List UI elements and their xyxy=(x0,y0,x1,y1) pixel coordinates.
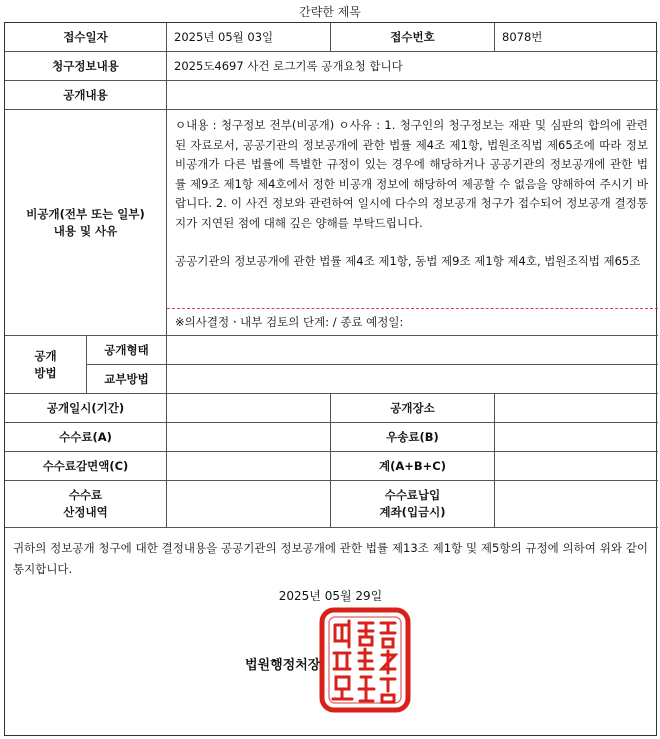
fee-label: 수수료(A) xyxy=(5,423,167,452)
method-label-line2: 방법 xyxy=(34,365,57,380)
nondisclosure-reason-text: ㅇ내용 : 청구정보 전부(비공개) ㅇ사유 : 1. 청구인의 청구정보는 재판 및 심판의 합의에 관련된 자료로서, 공공기관의 정보공개에 관한 법률 제4조 제1항, 법원조직법 제65조에 따라 정보 비공개가 다른 법률에 특별한 규정이 있는 경우에 해당하거나 공공기관의 정보공개에 관한 법률 제9조 제1항 제4호에서 정한 비공개 정보에 해당하여 제공할 수 없음을 양해하여 주시기 바랍니다. 2. 이 사건 정보와 관련하여 일시에 다수의 정보공개 청구가 접수되어 정보공개 결정통지가 지연된 점에 대해 깊은 양해를 부탁드립니다. xyxy=(175,118,648,230)
official-seal-icon xyxy=(319,607,411,713)
disclosure-place-value xyxy=(495,394,658,423)
request-content-label: 청구정보내용 xyxy=(5,52,167,81)
delivery-method-value xyxy=(167,365,658,394)
postage-label: 우송료(B) xyxy=(331,423,495,452)
fee-reduction-label: 수수료감면액(C) xyxy=(5,452,167,481)
disclosure-content-label: 공개내용 xyxy=(5,81,167,110)
receipt-date-label: 접수일자 xyxy=(5,23,167,52)
nondisclosure-reason xyxy=(167,110,658,309)
fee-reduction-value xyxy=(167,452,331,481)
postage-value xyxy=(495,423,658,452)
method-label xyxy=(5,336,87,394)
fee-calculation-label-line1: 수수료 xyxy=(68,488,103,502)
disclosure-place-label: 공개장소 xyxy=(331,394,495,423)
nondisclosure-label-line2: 내용 및 사유 xyxy=(53,223,118,238)
payment-account-value xyxy=(495,481,658,528)
receipt-number-label: 접수번호 xyxy=(331,23,495,52)
delivery-method-label: 교부방법 xyxy=(87,365,167,394)
disclosure-form-label: 공개형태 xyxy=(87,336,167,365)
receipt-date-value: 2025년 05월 03일 xyxy=(167,23,331,52)
disclosure-period-label: 공개일시(기간) xyxy=(5,394,167,423)
nondisclosure-legal-basis: 공공기관의 정보공개에 관한 법률 제4조 제1항, 동법 제9조 제1항 제4호, 법원조직법 제65조 xyxy=(175,254,641,268)
disclosure-decision-form xyxy=(4,22,657,736)
disclosure-content-value xyxy=(167,81,658,110)
document-title: 간략한 제목 xyxy=(299,5,361,19)
disclosure-period-value xyxy=(167,394,331,423)
issue-date: 2025년 05월 29일 xyxy=(278,589,383,603)
seal-glyphs xyxy=(333,621,395,702)
nondisclosure-label-line1: 비공개(전부 또는 일부) xyxy=(26,206,145,221)
fee-total-value xyxy=(495,452,658,481)
notification-statement: 귀하의 정보공개 청구에 대한 결정내용을 공공기관의 정보공개에 관한 법률 제13조 제1항 및 제5항의 규정에 의하여 위와 같이 통지합니다. xyxy=(13,541,648,576)
payment-account-label-line2: 계좌(입금시) xyxy=(379,505,446,519)
disclosure-form-value xyxy=(167,336,658,365)
method-label-line1: 공개 xyxy=(34,348,57,363)
receipt-number-value: 8078번 xyxy=(495,23,658,52)
fee-total-label: 계(A+B+C) xyxy=(331,452,495,481)
fee-value xyxy=(167,423,331,452)
fee-calculation-label xyxy=(5,481,167,528)
payment-account-label xyxy=(331,481,495,528)
review-stage-note: ※의사결정ㆍ내부 검토의 단계: / 종료 예정일: xyxy=(167,309,658,336)
fee-calculation-value xyxy=(167,481,331,528)
nondisclosure-label xyxy=(5,110,167,336)
request-content-value: 2025도4697 사건 로그기록 공개요청 합니다 xyxy=(167,52,658,81)
payment-account-label-line1: 수수료납입 xyxy=(384,488,441,502)
issuer-name: 법원행정처장 xyxy=(245,658,321,673)
fee-calculation-label-line2: 산정내역 xyxy=(63,505,108,519)
